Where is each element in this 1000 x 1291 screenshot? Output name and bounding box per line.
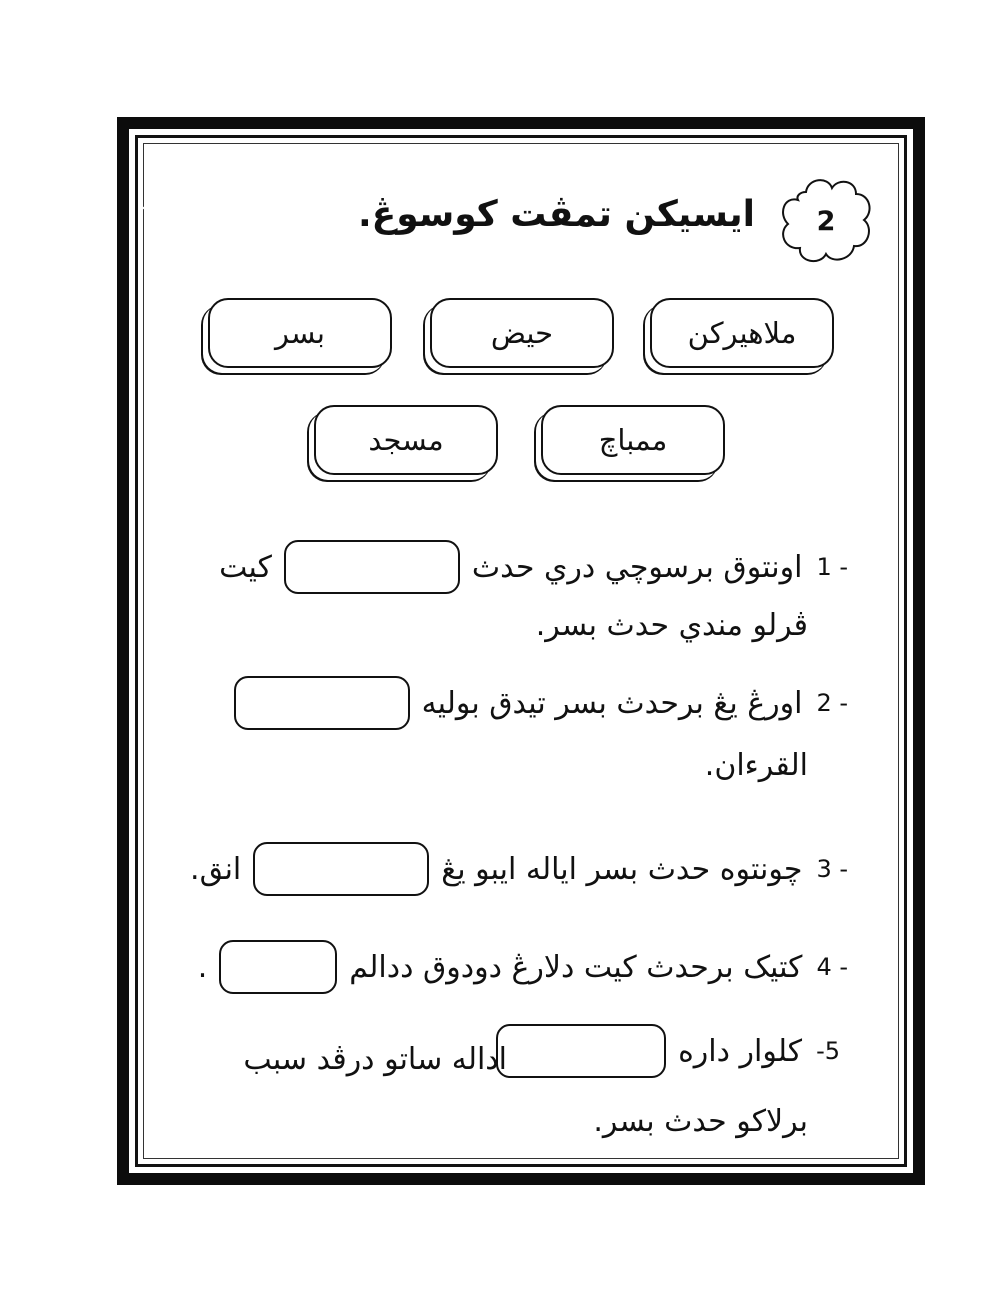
question-number: 4 - <box>816 953 848 981</box>
exercise-number-cloud <box>776 172 876 270</box>
exercise-number: 2 <box>816 205 836 237</box>
question-number: 3 - <box>816 855 848 883</box>
word-bank-item[interactable]: ممباچ <box>541 405 725 475</box>
question-number: 2 - <box>816 689 848 717</box>
answer-blank-1[interactable] <box>284 540 460 594</box>
word-bank-item[interactable]: حيض <box>430 298 614 368</box>
question-4 <box>198 940 848 994</box>
answer-blank-5[interactable] <box>496 1024 666 1078</box>
question-text-after: اداله ساتو درڤد سبب <box>243 1042 507 1077</box>
answer-blank-4[interactable] <box>219 940 337 994</box>
question-text-after: انق. <box>190 851 242 887</box>
question-text: اورڠ يڠ برحدث بسر تيدق بوليه <box>421 685 803 721</box>
answer-blank-2[interactable] <box>234 676 410 730</box>
answer-blank-3[interactable] <box>253 842 429 896</box>
question-text: چونتوه حدث بسر اياله ايبو يڠ <box>441 851 803 887</box>
question-continuation: ڤرلو مندي حدث بسر. <box>535 608 808 643</box>
question-2 <box>222 676 848 730</box>
question-text: اونتوق برسوچي دري حدث <box>471 549 803 585</box>
question-continuation: القرءان. <box>704 748 808 783</box>
word-bank-item[interactable]: ملاهيرکن <box>650 298 834 368</box>
question-number: 1 - <box>816 553 848 581</box>
question-5 <box>484 1024 840 1078</box>
question-text: کلوار داره <box>678 1033 803 1069</box>
question-3 <box>190 842 848 896</box>
word-bank-item[interactable]: بسر <box>208 298 392 368</box>
corner-mark-icon <box>142 148 182 228</box>
question-text-after: کيت <box>219 549 272 585</box>
question-1 <box>219 540 848 594</box>
question-text: کتيک برحدث کيت دلارڠ دودوق ددالم <box>349 949 803 985</box>
question-continuation: برلاکو حدث بسر. <box>593 1104 808 1139</box>
exercise-instruction: ايسيکن تمڤت کوسوڠ. <box>357 194 755 235</box>
word-bank-item[interactable]: مسجد <box>314 405 498 475</box>
question-text-after: . <box>197 949 208 985</box>
question-number: -5 <box>816 1037 840 1065</box>
